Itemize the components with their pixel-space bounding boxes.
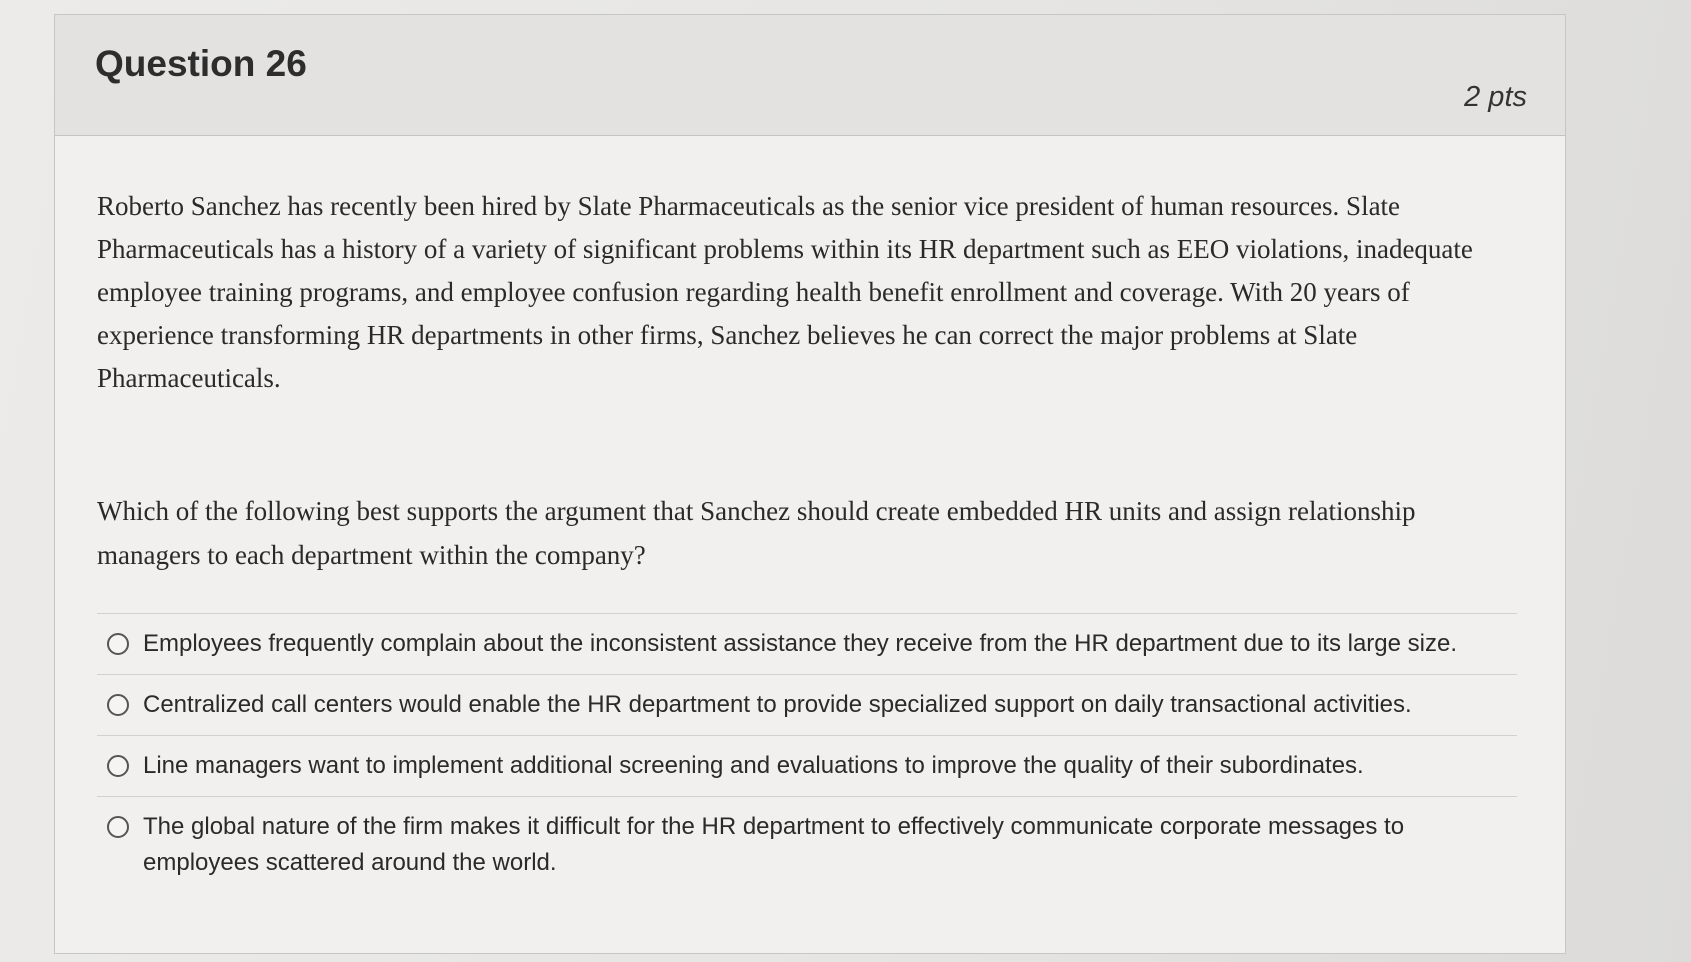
question-title: Question 26: [95, 43, 307, 84]
answer-list: [97, 613, 1517, 893]
question-card: [54, 14, 1566, 954]
answer-option-3[interactable]: [97, 736, 1517, 797]
answer-label: Centralized call centers would enable the HR department to provide specialized support on daily transactional activities.: [143, 691, 1412, 718]
radio-button-icon[interactable]: [107, 816, 129, 838]
answer-label: Line managers want to implement additional screening and evaluations to improve the quality of their subordinates.: [143, 752, 1364, 779]
answer-label: The global nature of the firm makes it difficult for the HR department to effectively communicate corporate messages to employees scattered around the world.: [143, 813, 1405, 876]
answer-label: Employees frequently complain about the inconsistent assistance they receive from the HR department due to its large size.: [143, 630, 1458, 657]
question-stem: Roberto Sanchez has recently been hired by Slate Pharmaceuticals as the senior vice president of human resources. Slate Pharmaceuticals has a history of a variety of significant problems within its HR department such as EEO violations, inadequate employee training programs, and employee confusion regarding health benefit enrollment and coverage. With 20 years of experience transforming HR departments in other firms, Sanchez believes he can correct the major problems at Slate Pharmaceuticals.: [97, 191, 1473, 393]
question-header: [55, 15, 1565, 136]
answer-option-4[interactable]: [97, 797, 1517, 893]
radio-button-icon[interactable]: [107, 755, 129, 777]
question-prompt: Which of the following best supports the argument that Sanchez should create embedded HR units and assign relationship managers to each department within the company?: [97, 496, 1416, 570]
radio-button-icon[interactable]: [107, 633, 129, 655]
answer-option-2[interactable]: [97, 675, 1517, 736]
radio-button-icon[interactable]: [107, 694, 129, 716]
question-points: 2 pts: [1464, 81, 1527, 113]
answer-option-1[interactable]: [97, 614, 1517, 675]
